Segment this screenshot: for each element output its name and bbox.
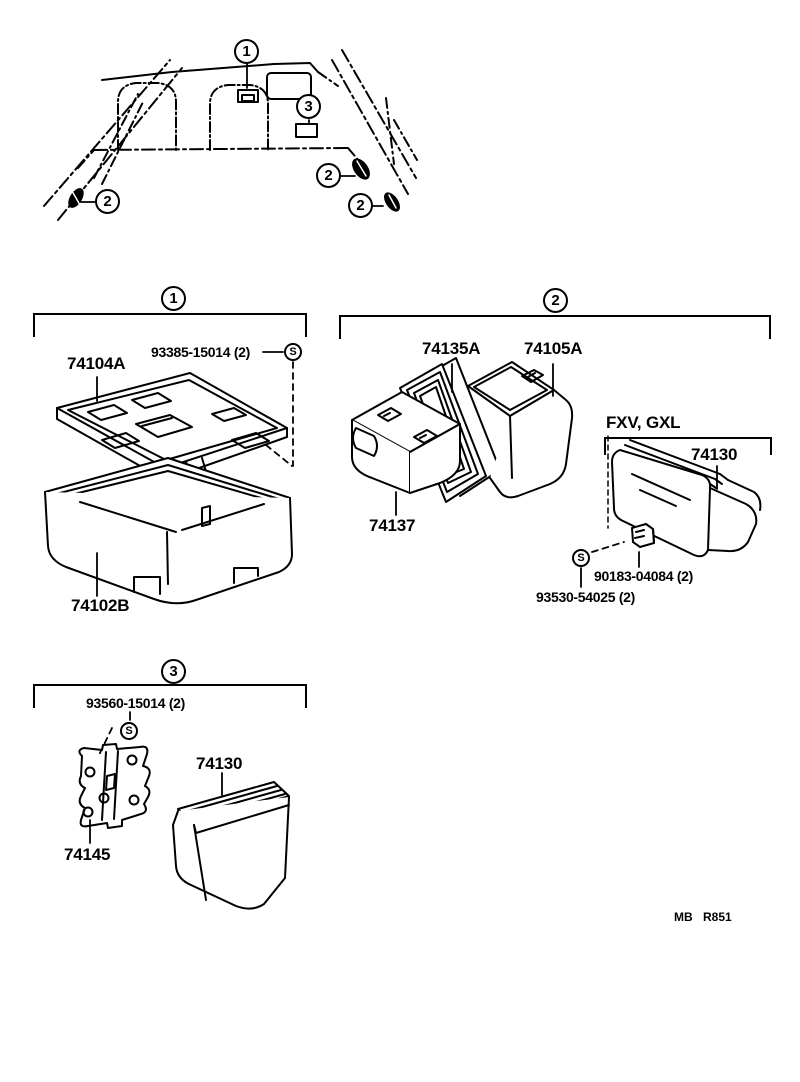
group3-callout: 3 <box>161 659 186 684</box>
car-callout-2-right-upper: 2 <box>316 163 341 188</box>
group1-callout: 1 <box>161 286 186 311</box>
screw-symbol: S <box>572 549 590 567</box>
fastener-label-90183-04084: 90183-04084 (2) <box>594 568 694 584</box>
fastener-label-93530-54025: 93530-54025 (2) <box>536 589 636 605</box>
car-callout-2-left: 2 <box>95 189 120 214</box>
group2-callout: 2 <box>543 288 568 313</box>
part-label-74104a: 74104A <box>67 354 126 373</box>
car-callout-1: 1 <box>234 39 259 64</box>
car-callout-3: 3 <box>296 94 321 119</box>
page-code: MB R851 <box>674 910 732 924</box>
part-label-74130-variant: 74130 <box>691 445 738 464</box>
part-label-74145: 74145 <box>64 845 111 864</box>
part-label-74102b: 74102B <box>71 596 130 615</box>
part-label-74135a: 74135A <box>422 339 481 358</box>
car-callout-2-right-lower: 2 <box>348 193 373 218</box>
part-label-74137: 74137 <box>369 516 416 535</box>
fastener-label-93385-15014: 93385-15014 (2) <box>151 344 251 360</box>
part-label-74105a: 74105A <box>524 339 583 358</box>
part-label-74130: 74130 <box>196 754 243 773</box>
screw-symbol: S <box>284 343 302 361</box>
fastener-label-93560-15014: 93560-15014 (2) <box>86 695 186 711</box>
variant-note-fxv-gxl: FXV, GXL <box>606 413 681 432</box>
screw-symbol: S <box>120 722 138 740</box>
